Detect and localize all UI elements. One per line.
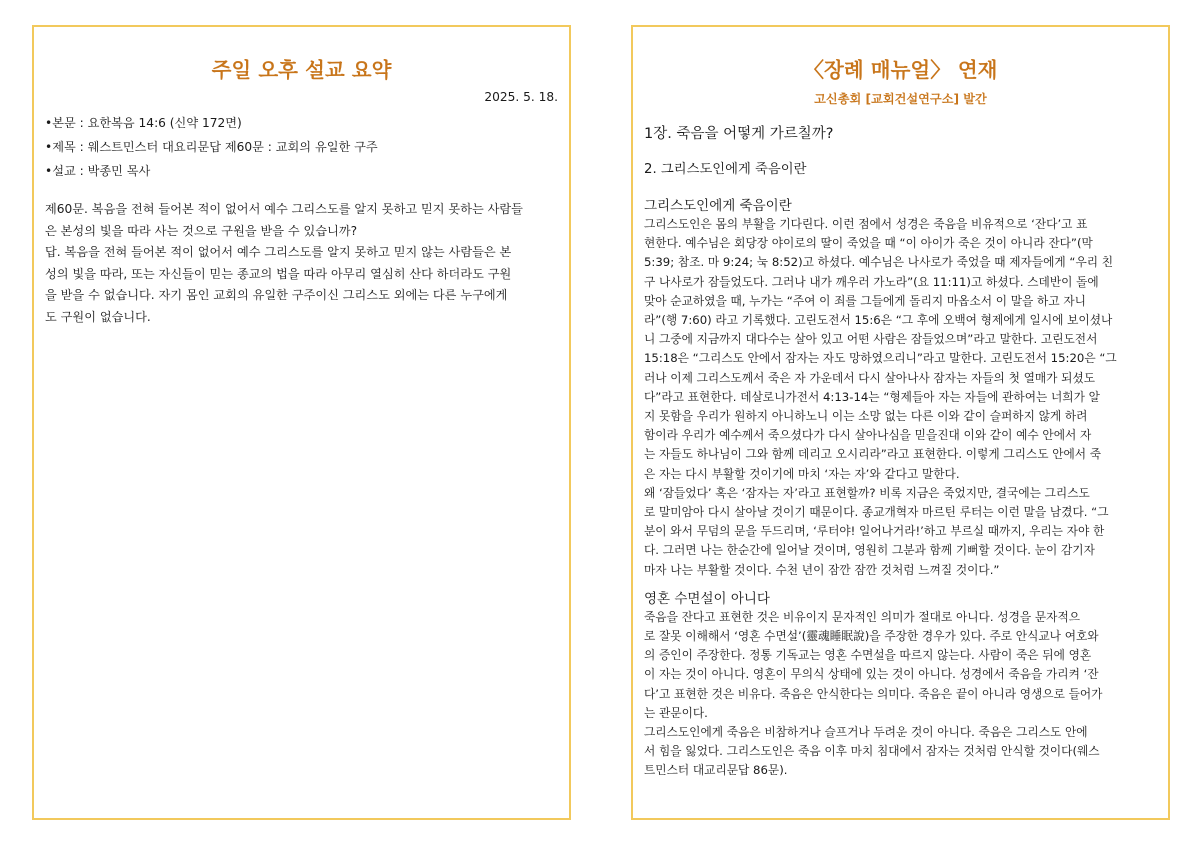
paragraph-line: 왜 ‘잠들었다’ 혹은 ‘잠자는 자’라고 표현할까? 비록 지금은 죽었지만, 결국에는 그리스도 — [644, 485, 1090, 500]
paragraph-line: 5:39; 참조. 마 9:24; 눅 8:52)고 하셨다. 예수님은 나사로가 죽었을 때 제자들에게 “우리 친 — [644, 255, 1114, 270]
paragraph-line: 로 말미암아 다시 살아날 것이기 때문이다. 종교개혁자 마르틴 루터는 이런 말을 남겼다. “그 — [644, 505, 1109, 520]
paragraph-line: 의 증인이 주장한다. 정통 기독교는 영혼 수면설을 따르지 않는다. 사람이 죽은 뒤에 영혼 — [644, 648, 1092, 663]
question-line: 제60문. 복음을 전혀 들어본 적이 없어서 예수 그리스도를 알지 못하고 믿지 못하는 사람들 — [45, 202, 523, 216]
paragraph-line: 니 그중에 지금까지 대다수는 살아 있고 어떤 사람은 잠들었으며”라고 말한다. 고린도전서 — [644, 332, 1098, 347]
section-heading: 2. 그리스도인에게 죽음이란 — [644, 162, 807, 177]
question-line: 은 본성의 빛을 따라 사는 것으로 구원을 받을 수 있습니까? — [45, 223, 358, 238]
catechism-question — [45, 199, 558, 242]
subheading-soul-sleep: 영혼 수면설이 아니다 — [644, 590, 770, 607]
sermon-meta — [45, 115, 558, 179]
answer-line: 성의 빛을 따라, 또는 자신들이 믿는 종교의 법을 따라 아무리 열심히 산다 하더라도 구원 — [45, 266, 512, 281]
answer-line: 을 받을 수 없습니다. 자기 몸인 교회의 유일한 구주이신 그리스도 외에는 다른 누구에게 — [45, 288, 508, 302]
paragraph-line: 그리스도인에게 죽음은 비참하거나 슬프거나 두려운 것이 아니다. 죽음은 그리스도 안에 — [644, 725, 1088, 740]
paragraph-3 — [644, 608, 1157, 723]
paragraph-line: 러나 이제 그리스도께서 죽은 자 가운데서 다시 살아나사 잠자는 자들의 첫 열매가 되셨도 — [644, 370, 1096, 385]
paragraph-line: 다”라고 표현한다. 데살로니가전서 4:13-14는 “형제들아 자는 자들에 관하여는 너희가 알 — [644, 389, 1100, 404]
catechism-answer — [45, 242, 558, 328]
paragraph-line: 그리스도인은 몸의 부활을 기다린다. 이런 점에서 성경은 죽음을 비유적으로 ‘잔다’고 표 — [644, 217, 1088, 231]
series-title: 〈장례 매뉴얼〉 연재 — [803, 58, 998, 82]
paragraph-line: 현한다. 예수님은 회당장 야이로의 딸이 죽었을 때 “이 아이가 죽은 것이 아니라 잔다”(막 — [644, 236, 1093, 251]
paragraph-line: 이 자는 것이 아니다. 영혼이 무의식 상태에 있는 것이 아니다. 성경에서 죽음을 가리켜 ‘잔 — [644, 667, 1099, 682]
paragraph-line: 로 잘못 이해해서 ‘영혼 수면설’(靈魂睡眠說)을 주장한 경우가 있다. 주로 안식교나 여호와 — [644, 629, 1099, 644]
paragraph-line: 함이라 우리가 예수께서 죽으셨다가 다시 살아나심을 믿을진대 이와 같이 예수 안에서 자 — [644, 428, 1092, 443]
paragraph-line: 죽음을 잔다고 표현한 것은 비유이지 문자적인 의미가 절대로 아니다. 성경을 문자적으 — [644, 609, 1081, 624]
paragraph-line: 15:18은 “그리스도 안에서 잠자는 자도 망하였으리니”라고 말한다. 고린도전서 15:20은 “그 — [644, 351, 1117, 366]
answer-line: 답. 복음을 전혀 들어본 적이 없어서 예수 그리스도를 알지 못하고 믿지 않는 사람들은 본 — [45, 245, 512, 259]
right-page — [631, 25, 1170, 820]
paragraph-line: 서 힘을 잃었다. 그리스도인은 죽음 이후 마치 침대에서 잠자는 것처럼 안식할 것이다(웨스 — [644, 744, 1100, 759]
paragraph-4 — [644, 723, 1157, 781]
series-publisher: 고신총회 [교회건설연구소] 발간 — [814, 92, 987, 106]
paragraph-line: 다. 그러면 나는 한순간에 일어날 것이며, 영원히 그분과 함께 기뻐할 것이다. 눈이 감기자 — [644, 543, 1095, 558]
paragraph-1 — [644, 215, 1157, 484]
paragraph-line: 마자 나는 부활할 것이다. 수천 년이 잠깐 잠깐 것처럼 느껴질 것이다.” — [644, 562, 1000, 577]
paragraph-line: 는 자들도 하나님이 그와 함께 데리고 오시리라”라고 표현한다. 이렇게 그리스도 안에서 죽 — [644, 447, 1102, 462]
paragraph-line: 트민스터 대교리문답 86문). — [644, 763, 788, 778]
paragraph-line: 분이 와서 무덤의 문을 두드리며, ‘루터야! 일어나거라!’하고 부르실 때까지, 우리는 자야 한 — [644, 524, 1105, 539]
paragraph-line: 은 자는 다시 부활할 것이기에 마치 ‘자는 자’와 같다고 말한다. — [644, 466, 960, 481]
sermon-title: 주일 오후 설교 요약 — [211, 58, 392, 82]
paragraph-line: 지 못함을 우리가 원하지 아니하노니 이는 소망 없는 다른 이와 같이 슬퍼하지 않게 하려 — [644, 409, 1088, 424]
chapter-heading: 1장. 죽음을 어떻게 가르칠까? — [644, 126, 834, 142]
paragraph-line: 는 관문이다. — [644, 705, 708, 720]
paragraph-line: 라”(행 7:60) 라고 기록했다. 고린도전서 15:6은 “그 후에 오백여 형제에게 일시에 보이셨나 — [644, 313, 1113, 328]
answer-line: 도 구원이 없습니다. — [45, 309, 151, 324]
subheading-christian-death: 그리스도인에게 죽음이란 — [644, 198, 792, 214]
meta-preacher: •설교 : 박종민 목사 — [45, 164, 151, 178]
paragraph-line: 맞아 순교하였을 때, 누가는 “주여 이 죄를 그들에게 돌리지 마옵소서 이 말을 하고 자니 — [644, 293, 1086, 308]
paragraph-2 — [644, 484, 1157, 580]
left-page — [32, 25, 571, 820]
meta-scripture: •본문 : 요한복음 14:6 (신약 172면) — [45, 116, 242, 130]
paragraph-line: 다’고 표현한 것은 비유다. 죽음은 안식한다는 의미다. 죽음은 끝이 아니라 영생으로 들어가 — [644, 686, 1103, 701]
meta-sermon-title: •제목 : 웨스트민스터 대요리문답 제60문 : 교회의 유일한 구주 — [45, 140, 378, 154]
paragraph-line: 구 나사로가 잠들었도다. 그러나 내가 깨우러 가노라”(요 11:11)고 하셨다. 스데반이 돌에 — [644, 274, 1099, 289]
sermon-date: 2025. 5. 18. — [484, 90, 558, 104]
